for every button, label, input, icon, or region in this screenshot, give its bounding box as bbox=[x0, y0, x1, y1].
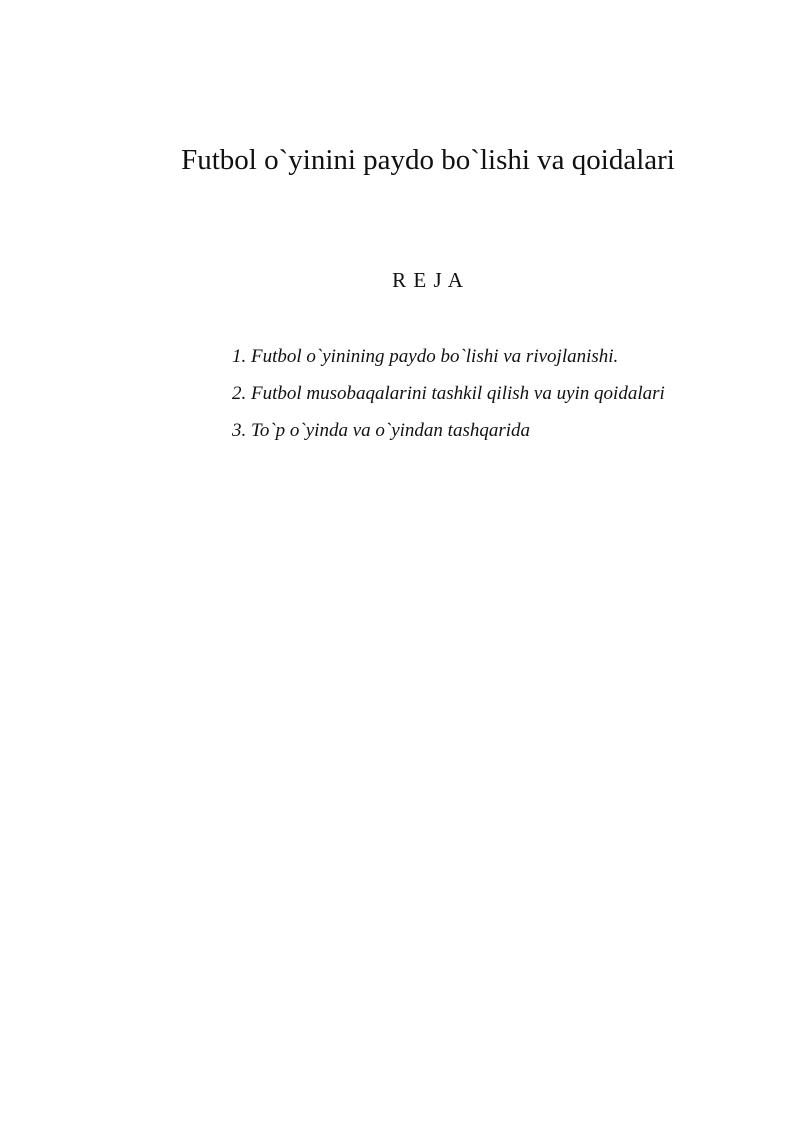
plan-list bbox=[232, 338, 797, 449]
plan-heading: R E J A bbox=[392, 268, 464, 292]
plan-item-3: 3. To`p o`yinda va o`yindan tashqarida bbox=[232, 420, 531, 441]
plan-item-2: 2. Futbol musobaqalarini tashkil qilish va uyin qoidalari bbox=[232, 383, 665, 404]
plan-item-1: 1. Futbol o`yinining paydo bo`lishi va rivojlanishi. bbox=[232, 346, 619, 367]
document-title: Futbol o`yinini paydo bo`lishi va qoidalari bbox=[181, 144, 675, 176]
